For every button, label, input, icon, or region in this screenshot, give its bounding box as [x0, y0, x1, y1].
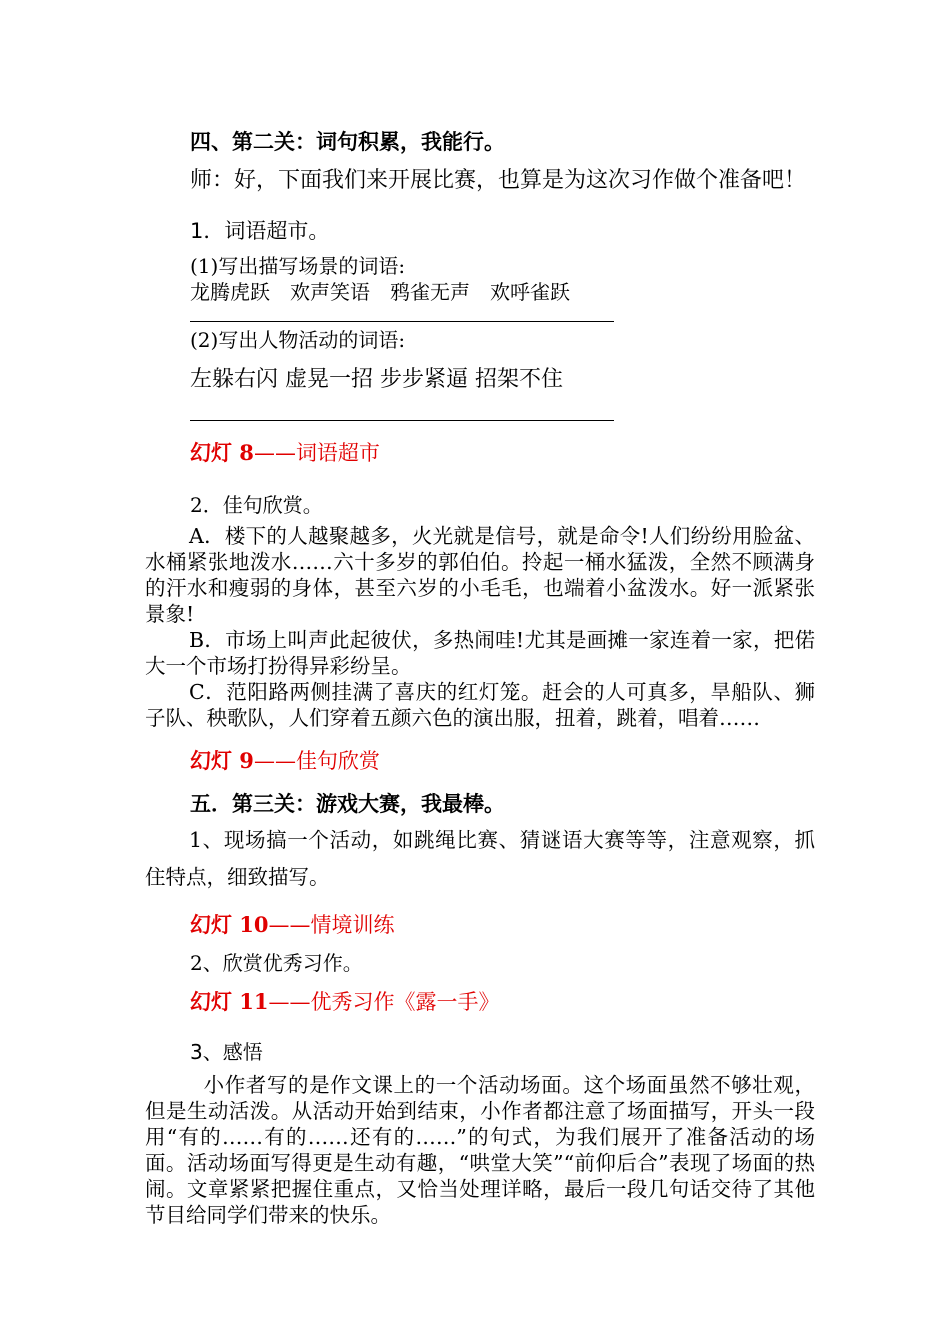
- activity-words-label: (2)写出人物活动的词语:: [190, 328, 406, 352]
- sentences-title: 2．佳句欣赏。: [190, 493, 323, 517]
- answer-line: [190, 321, 614, 322]
- section4-heading: 四、第二关：词句积累，我能行。: [190, 130, 505, 154]
- item-3: 3、感悟: [190, 1040, 263, 1064]
- reflection-paragraph: 小作者写的是作文课上的一个活动场面。这个场面虽然不够壮观，但是生动活泼。从活动开始到结束，小作者都注意了场面描写，开头一段用“有的……有的……还有的……”的句式，为我们展开了准备活动的场面。活动场面写得更是生动有趣，“哄堂大笑”“前仰后合”表现了场面的热闹。文章紧紧把握住重点，又恰当处理详略，最后一段几句话交待了其他节目给同学们带来的快乐。: [145, 1073, 815, 1227]
- answer-line: [190, 420, 614, 421]
- section5-heading: 五．第三关：游戏大赛，我最棒。: [190, 792, 505, 816]
- slide-9-label: 幻灯 9——佳句欣赏: [190, 748, 380, 773]
- slide-10-label: 幻灯 10——情境训练: [190, 912, 395, 937]
- teacher-line: 师：好，下面我们来开展比赛，也算是为这次习作做个准备吧！: [190, 168, 807, 193]
- item-2: 2、欣赏优秀习作。: [190, 951, 363, 975]
- scene-words: 龙腾虎跃 欢声笑语 鸦雀无声 欢呼雀跃: [190, 280, 570, 304]
- scene-words-label: (1)写出描写场景的词语:: [190, 254, 406, 278]
- slide-11-label: 幻灯 11——优秀习作《露一手》: [190, 989, 500, 1014]
- word-market-title: 1．词语超市。: [190, 219, 330, 243]
- sentence-b: B．市场上叫声此起彼伏，多热闹哇!尤其是画摊一家连着一家，把偌大一个市场打扮得异彩纷呈。: [145, 628, 815, 678]
- sentence-c: C．范阳路两侧挂满了喜庆的红灯笼。赶会的人可真多，旱船队、狮子队、秧歌队，人们穿着五颜六色的演出服，扭着，跳着，唱着……: [145, 680, 815, 730]
- activity-words: 左躲右闪 虚晃一招 步步紧逼 招架不住: [190, 367, 563, 392]
- slide-8-label: 幻灯 8——词语超市: [190, 440, 380, 465]
- sentence-a: A．楼下的人越聚越多，火光就是信号，就是命令!人们纷纷用脸盆、水桶紧张地泼水……六十多岁的郭伯伯。拎起一桶水猛泼，全然不顾满身的汗水和瘦弱的身体，甚至六岁的小毛毛，也端着小盆泼水。好一派紧张景象!: [145, 524, 815, 626]
- section5-item1: 1、现场搞一个活动，如跳绳比赛、猜谜语大赛等等，注意观察，抓住特点，细致描写。: [145, 828, 815, 889]
